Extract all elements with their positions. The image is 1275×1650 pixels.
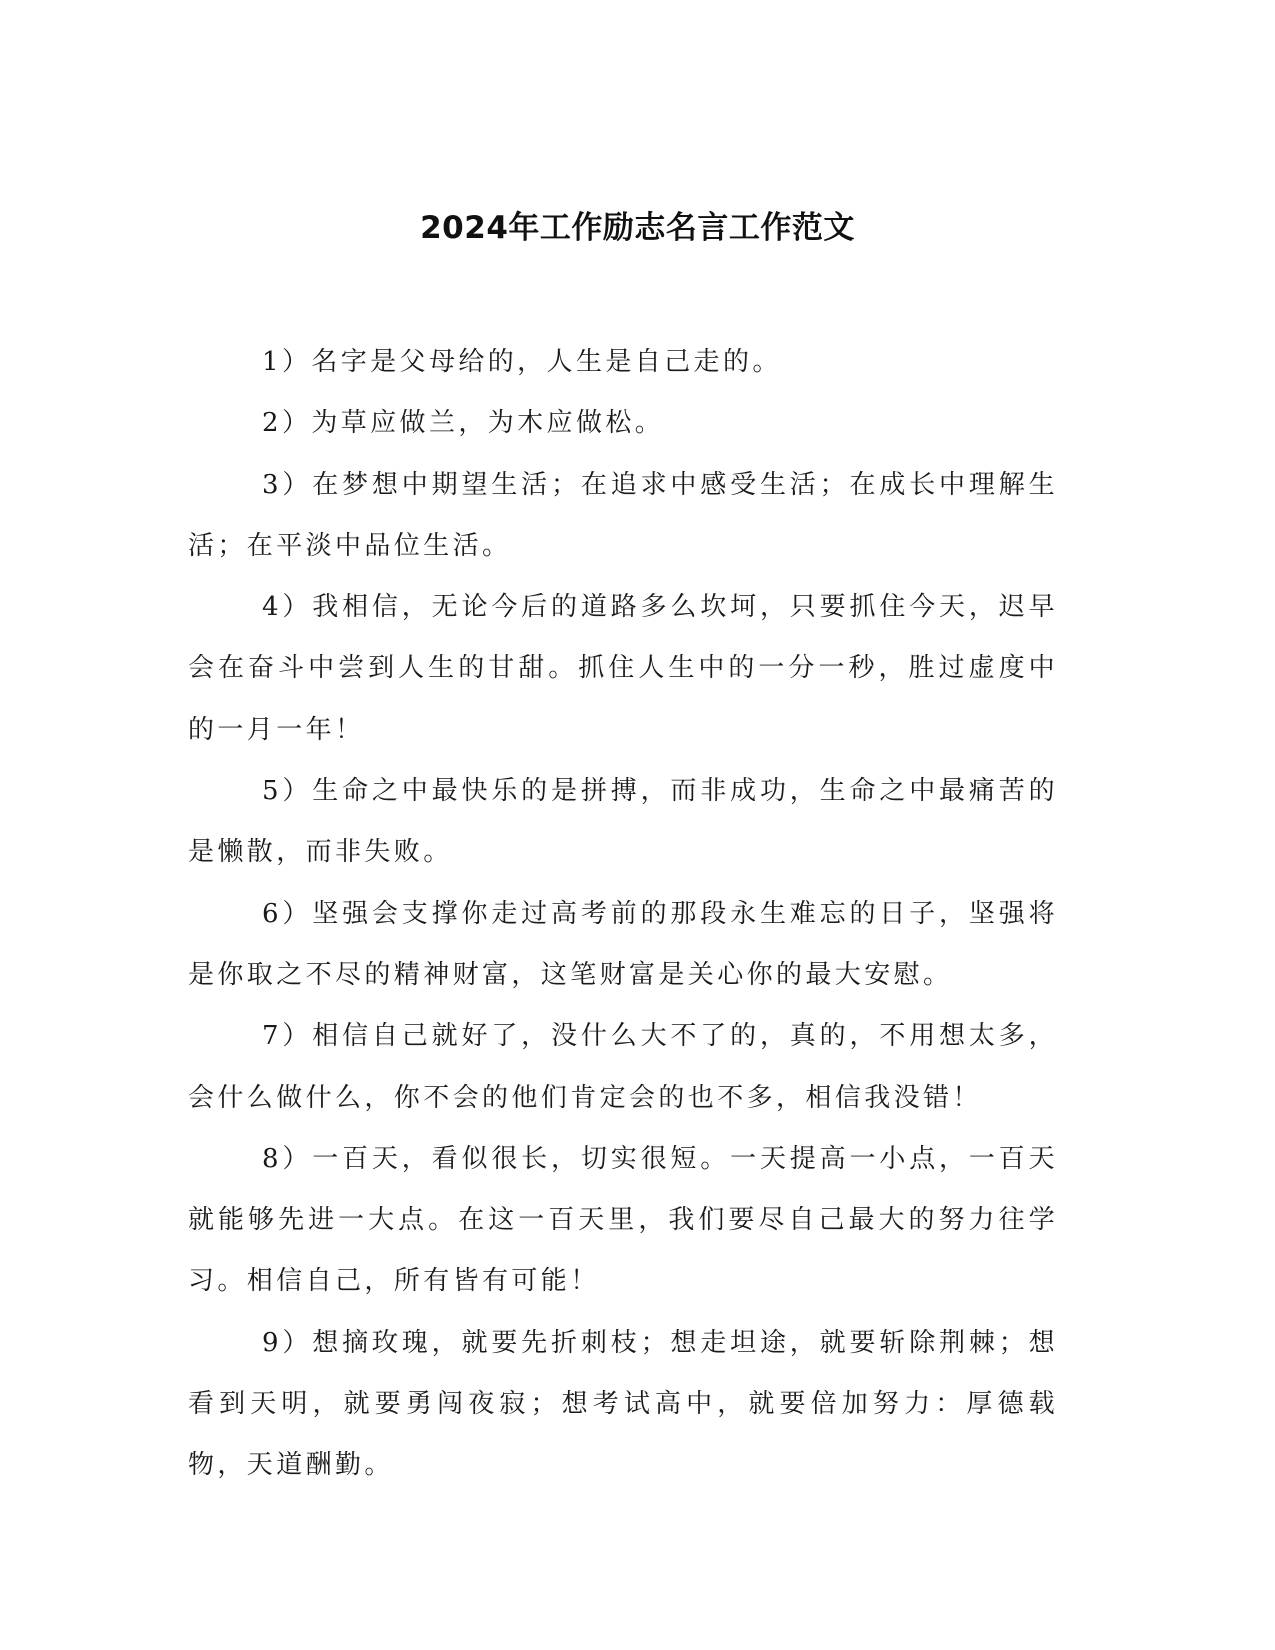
quote-paragraph-4: 4）我相信，无论今后的道路多么坎坷，只要抓住今天，迟早会在奋斗中尝到人生的甘甜。抓住人生中的一分一秒，胜过虚度中的一月一年！ <box>188 592 1058 745</box>
page-title: 2024年工作励志名言工作范文 <box>420 210 855 246</box>
quote-paragraph-1: 1）名字是父母给的，人生是自己走的。 <box>262 347 782 377</box>
quote-paragraph-5: 5）生命之中最快乐的是拼搏，而非成功，生命之中最痛苦的是懒散，而非失败。 <box>188 776 1058 868</box>
quote-paragraph-6: 6）坚强会支撑你走过高考前的那段永生难忘的日子，坚强将是你取之不尽的精神财富，这笔财富是关心你的最大安慰。 <box>188 898 1058 990</box>
quote-paragraph-8: 8）一百天，看似很长，切实很短。一天提高一小点，一百天就能够先进一大点。在这一百天里，我们要尽自己最大的努力往学习。相信自己，所有皆有可能！ <box>188 1143 1058 1297</box>
quote-paragraph-2: 2）为草应做兰，为木应做松。 <box>262 408 665 439</box>
quote-paragraph-3: 3）在梦想中期望生活；在追求中感受生活；在成长中理解生活；在平淡中品位生活。 <box>188 469 1058 561</box>
document-body <box>188 332 1058 1497</box>
quote-paragraph-9: 9）想摘玫瑰，就要先折刺枝；想走坦途，就要斩除荆棘；想看到天明，就要勇闯夜寂；想考试高中，就要倍加努力：厚德载物，天道酬勤。 <box>188 1327 1058 1481</box>
quote-paragraph-7: 7）相信自己就好了，没什么大不了的，真的，不用想太多，会什么做什么，你不会的他们肯定会的也不多，相信我没错！ <box>188 1021 1058 1113</box>
